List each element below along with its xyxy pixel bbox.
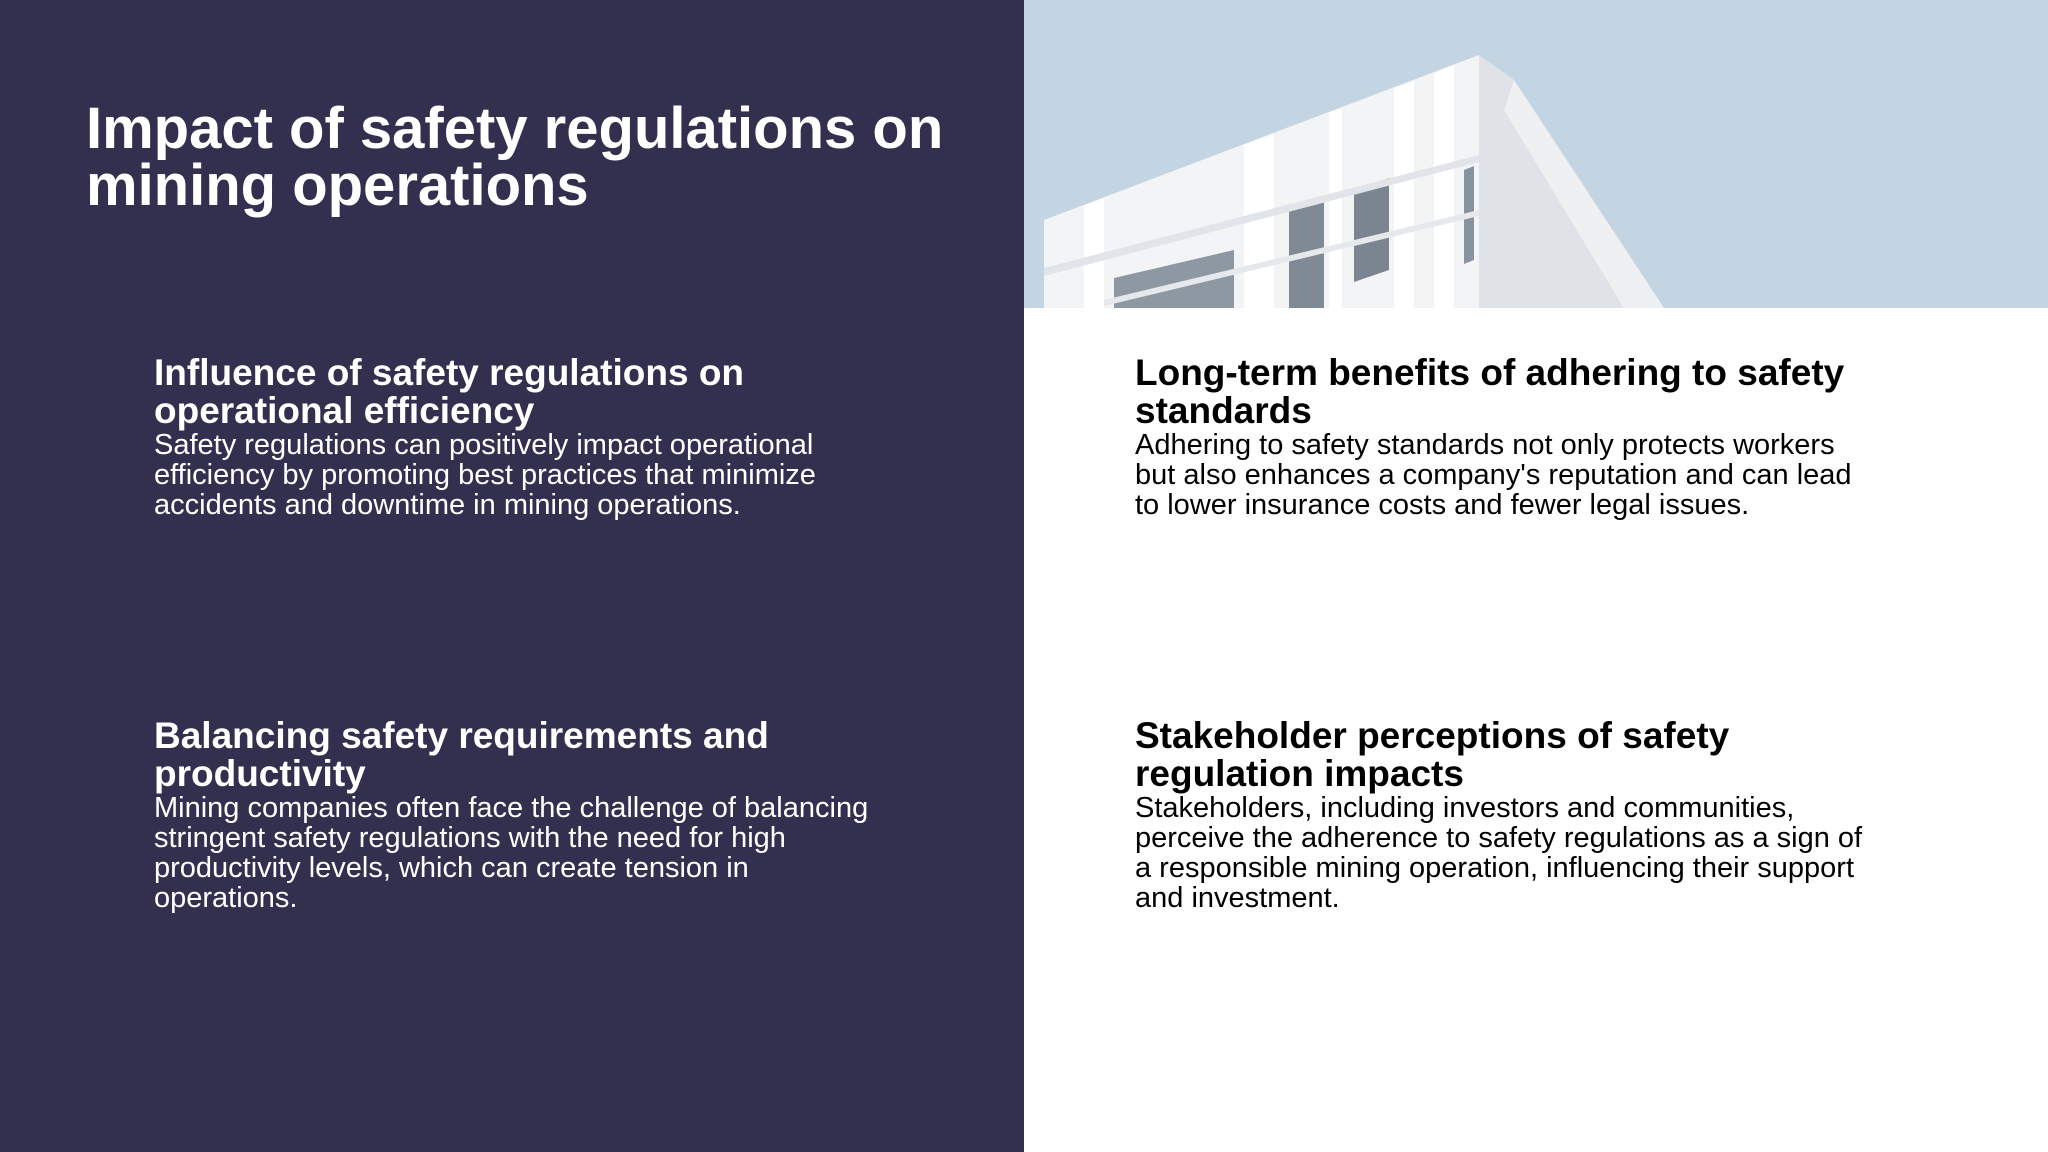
section-body: Stakeholders, including investors and communities, perceive the adherence to safety regulations as a sign of a responsible mining operation, influencing their support and investment. bbox=[1135, 792, 1863, 914]
section-operational-efficiency bbox=[154, 354, 894, 520]
section-body: Mining companies often face the challenge of balancing stringent safety regulations with the need for high productivity levels, which can create tension in operations. bbox=[154, 792, 869, 914]
section-heading: Stakeholder perceptions of safety regulation impacts bbox=[1135, 715, 1730, 794]
slide-title: Impact of safety regulations on mining operations bbox=[86, 96, 944, 218]
section-body: Adhering to safety standards not only protects workers but also enhances a company's reputation and can lead to lower insurance costs and fewer legal issues. bbox=[1135, 429, 1852, 521]
building-photo bbox=[1024, 0, 2048, 308]
section-heading: Balancing safety requirements and productivity bbox=[154, 715, 769, 794]
section-heading: Long-term benefits of adhering to safety standards bbox=[1135, 352, 1845, 431]
section-body: Safety regulations can positively impact operational efficiency by promoting best practices that minimize accidents and downtime in mining operations. bbox=[154, 429, 816, 521]
section-balancing-safety bbox=[154, 717, 894, 913]
section-long-term-benefits bbox=[1135, 354, 1875, 520]
section-heading: Influence of safety regulations on operational efficiency bbox=[154, 352, 745, 431]
section-stakeholder-perceptions bbox=[1135, 717, 1875, 913]
building-photo-icon bbox=[1024, 0, 2048, 308]
